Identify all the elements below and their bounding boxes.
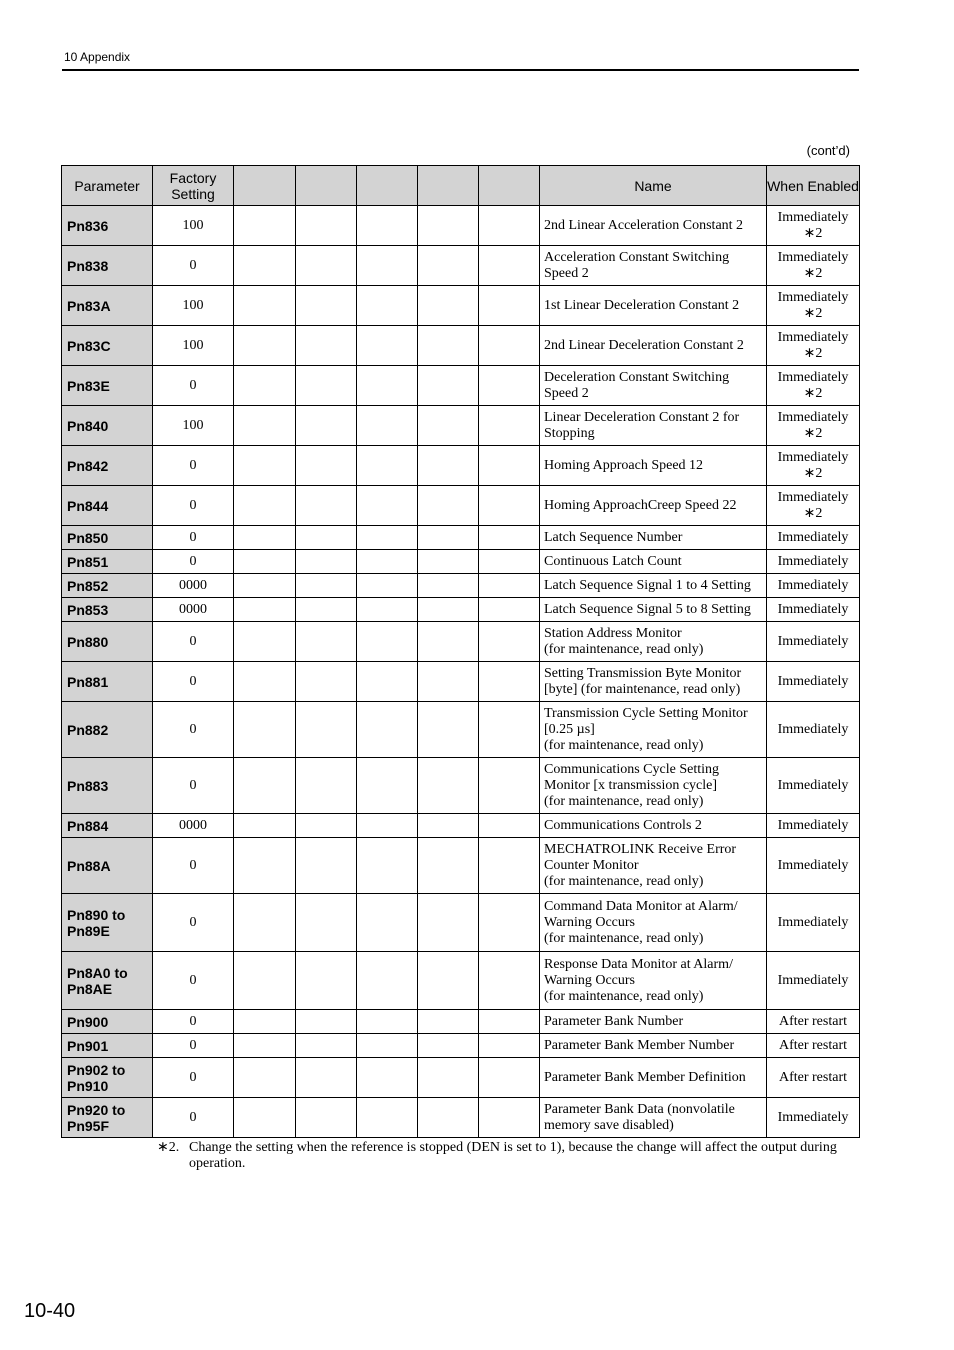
parameter-cell: Pn83A bbox=[62, 286, 153, 326]
name-cell: Communications Controls 2 bbox=[540, 814, 767, 838]
when-enabled-cell: Immediately bbox=[767, 574, 860, 598]
blank-cell-2 bbox=[296, 622, 357, 662]
blank-cell-3 bbox=[357, 550, 418, 574]
table-row bbox=[62, 952, 860, 1010]
parameter-cell: Pn883 bbox=[62, 758, 153, 814]
blank-cell-4 bbox=[418, 758, 479, 814]
name-cell: Response Data Monitor at Alarm/ Warning Occurs (for maintenance, read only) bbox=[540, 952, 767, 1010]
blank-cell-2 bbox=[296, 702, 357, 758]
header-blank-3 bbox=[357, 166, 418, 206]
table-row bbox=[62, 814, 860, 838]
blank-cell-1 bbox=[234, 286, 296, 326]
blank-cell-4 bbox=[418, 702, 479, 758]
blank-cell-5 bbox=[479, 1058, 540, 1098]
factory-setting-cell: 0 bbox=[153, 838, 234, 894]
blank-cell-4 bbox=[418, 838, 479, 894]
parameter-table bbox=[61, 165, 860, 1138]
header-blank-1 bbox=[234, 166, 296, 206]
table-row bbox=[62, 1034, 860, 1058]
table-row bbox=[62, 702, 860, 758]
table-row bbox=[62, 326, 860, 366]
when-enabled-cell: Immediately ∗2 bbox=[767, 246, 860, 286]
header-factory-setting: Factory Setting bbox=[153, 166, 234, 206]
blank-cell-3 bbox=[357, 814, 418, 838]
parameter-cell: Pn901 bbox=[62, 1034, 153, 1058]
factory-setting-cell: 0 bbox=[153, 952, 234, 1010]
factory-setting-cell: 100 bbox=[153, 206, 234, 246]
parameter-cell: Pn83E bbox=[62, 366, 153, 406]
name-cell: Parameter Bank Number bbox=[540, 1010, 767, 1034]
blank-cell-2 bbox=[296, 598, 357, 622]
blank-cell-1 bbox=[234, 1058, 296, 1098]
name-cell: Parameter Bank Member Number bbox=[540, 1034, 767, 1058]
blank-cell-2 bbox=[296, 814, 357, 838]
parameter-cell: Pn838 bbox=[62, 246, 153, 286]
blank-cell-1 bbox=[234, 550, 296, 574]
blank-cell-4 bbox=[418, 662, 479, 702]
blank-cell-3 bbox=[357, 952, 418, 1010]
blank-cell-4 bbox=[418, 1034, 479, 1058]
blank-cell-5 bbox=[479, 1034, 540, 1058]
blank-cell-3 bbox=[357, 526, 418, 550]
blank-cell-5 bbox=[479, 574, 540, 598]
factory-setting-cell: 0 bbox=[153, 526, 234, 550]
blank-cell-2 bbox=[296, 574, 357, 598]
blank-cell-2 bbox=[296, 326, 357, 366]
when-enabled-cell: Immediately ∗2 bbox=[767, 206, 860, 246]
factory-setting-cell: 0 bbox=[153, 246, 234, 286]
blank-cell-2 bbox=[296, 1010, 357, 1034]
header-blank-2 bbox=[296, 166, 357, 206]
when-enabled-cell: Immediately ∗2 bbox=[767, 286, 860, 326]
name-cell: MECHATROLINK Receive Error Counter Monitor (for maintenance, read only) bbox=[540, 838, 767, 894]
factory-setting-cell: 100 bbox=[153, 286, 234, 326]
page-number: 10-40 bbox=[24, 1300, 76, 1322]
name-cell: Linear Deceleration Constant 2 for Stopping bbox=[540, 406, 767, 446]
table-header-row bbox=[62, 166, 860, 206]
factory-setting-cell: 0 bbox=[153, 550, 234, 574]
blank-cell-4 bbox=[418, 814, 479, 838]
factory-setting-cell: 0 bbox=[153, 1034, 234, 1058]
blank-cell-2 bbox=[296, 446, 357, 486]
blank-cell-1 bbox=[234, 662, 296, 702]
table-row bbox=[62, 246, 860, 286]
name-cell: Acceleration Constant Switching Speed 2 bbox=[540, 246, 767, 286]
blank-cell-3 bbox=[357, 246, 418, 286]
blank-cell-1 bbox=[234, 598, 296, 622]
factory-setting-cell: 0 bbox=[153, 758, 234, 814]
name-cell: Latch Sequence Number bbox=[540, 526, 767, 550]
blank-cell-4 bbox=[418, 574, 479, 598]
table-row bbox=[62, 486, 860, 526]
factory-setting-cell: 0 bbox=[153, 1058, 234, 1098]
blank-cell-5 bbox=[479, 622, 540, 662]
name-cell: Setting Transmission Byte Monitor [byte] (for maintenance, read only) bbox=[540, 662, 767, 702]
when-enabled-cell: Immediately bbox=[767, 894, 860, 952]
factory-setting-cell: 0 bbox=[153, 622, 234, 662]
blank-cell-1 bbox=[234, 206, 296, 246]
blank-cell-4 bbox=[418, 1098, 479, 1138]
blank-cell-1 bbox=[234, 758, 296, 814]
blank-cell-5 bbox=[479, 702, 540, 758]
blank-cell-2 bbox=[296, 758, 357, 814]
footnote-mark: ∗2. bbox=[157, 1140, 180, 1155]
name-cell: 1st Linear Deceleration Constant 2 bbox=[540, 286, 767, 326]
table-row bbox=[62, 1098, 860, 1138]
blank-cell-1 bbox=[234, 326, 296, 366]
factory-setting-cell: 0 bbox=[153, 446, 234, 486]
when-enabled-cell: After restart bbox=[767, 1058, 860, 1098]
blank-cell-3 bbox=[357, 622, 418, 662]
blank-cell-1 bbox=[234, 952, 296, 1010]
blank-cell-4 bbox=[418, 486, 479, 526]
parameter-cell: Pn8A0 to Pn8AE bbox=[62, 952, 153, 1010]
when-enabled-cell: Immediately bbox=[767, 838, 860, 894]
blank-cell-3 bbox=[357, 574, 418, 598]
factory-setting-cell: 0 bbox=[153, 1098, 234, 1138]
name-cell: 2nd Linear Acceleration Constant 2 bbox=[540, 206, 767, 246]
blank-cell-3 bbox=[357, 326, 418, 366]
factory-setting-cell: 0000 bbox=[153, 598, 234, 622]
parameter-cell: Pn853 bbox=[62, 598, 153, 622]
blank-cell-3 bbox=[357, 1010, 418, 1034]
blank-cell-4 bbox=[418, 286, 479, 326]
blank-cell-5 bbox=[479, 662, 540, 702]
blank-cell-1 bbox=[234, 838, 296, 894]
blank-cell-3 bbox=[357, 662, 418, 702]
blank-cell-3 bbox=[357, 1034, 418, 1058]
name-cell: Continuous Latch Count bbox=[540, 550, 767, 574]
blank-cell-4 bbox=[418, 894, 479, 952]
blank-cell-5 bbox=[479, 758, 540, 814]
blank-cell-4 bbox=[418, 1010, 479, 1034]
parameter-cell: Pn902 to Pn910 bbox=[62, 1058, 153, 1098]
blank-cell-5 bbox=[479, 206, 540, 246]
name-cell: Homing ApproachCreep Speed 22 bbox=[540, 486, 767, 526]
name-cell: Parameter Bank Member Definition bbox=[540, 1058, 767, 1098]
blank-cell-2 bbox=[296, 1034, 357, 1058]
footnote-text: Change the setting when the reference is stopped (DEN is set to 1), because the change will affect the output during operation. bbox=[189, 1140, 837, 1171]
blank-cell-3 bbox=[357, 206, 418, 246]
parameter-cell: Pn881 bbox=[62, 662, 153, 702]
parameter-cell: Pn844 bbox=[62, 486, 153, 526]
when-enabled-cell: After restart bbox=[767, 1010, 860, 1034]
blank-cell-5 bbox=[479, 246, 540, 286]
parameter-cell: Pn851 bbox=[62, 550, 153, 574]
parameter-cell: Pn852 bbox=[62, 574, 153, 598]
factory-setting-cell: 0 bbox=[153, 662, 234, 702]
name-cell: Command Data Monitor at Alarm/ Warning Occurs (for maintenance, read only) bbox=[540, 894, 767, 952]
parameter-cell: Pn836 bbox=[62, 206, 153, 246]
when-enabled-cell: Immediately ∗2 bbox=[767, 326, 860, 366]
blank-cell-1 bbox=[234, 366, 296, 406]
parameter-cell: Pn884 bbox=[62, 814, 153, 838]
when-enabled-cell: Immediately bbox=[767, 662, 860, 702]
when-enabled-cell: Immediately bbox=[767, 622, 860, 662]
blank-cell-2 bbox=[296, 1058, 357, 1098]
blank-cell-1 bbox=[234, 1098, 296, 1138]
blank-cell-4 bbox=[418, 246, 479, 286]
parameter-cell: Pn88A bbox=[62, 838, 153, 894]
name-cell: Communications Cycle Setting Monitor [x transmission cycle] (for maintenance, read only) bbox=[540, 758, 767, 814]
blank-cell-3 bbox=[357, 702, 418, 758]
factory-setting-cell: 0000 bbox=[153, 814, 234, 838]
blank-cell-5 bbox=[479, 838, 540, 894]
when-enabled-cell: Immediately bbox=[767, 1098, 860, 1138]
blank-cell-3 bbox=[357, 1098, 418, 1138]
blank-cell-4 bbox=[418, 526, 479, 550]
parameter-cell: Pn850 bbox=[62, 526, 153, 550]
blank-cell-5 bbox=[479, 406, 540, 446]
blank-cell-2 bbox=[296, 894, 357, 952]
blank-cell-1 bbox=[234, 246, 296, 286]
blank-cell-1 bbox=[234, 526, 296, 550]
header-rule bbox=[62, 69, 859, 71]
blank-cell-2 bbox=[296, 526, 357, 550]
blank-cell-1 bbox=[234, 574, 296, 598]
when-enabled-cell: Immediately ∗2 bbox=[767, 366, 860, 406]
name-cell: Transmission Cycle Setting Monitor [0.25 µs] (for maintenance, read only) bbox=[540, 702, 767, 758]
table-row bbox=[62, 406, 860, 446]
blank-cell-5 bbox=[479, 526, 540, 550]
table-row bbox=[62, 286, 860, 326]
table-row bbox=[62, 758, 860, 814]
blank-cell-2 bbox=[296, 550, 357, 574]
name-cell: Parameter Bank Data (nonvolatile memory save disabled) bbox=[540, 1098, 767, 1138]
blank-cell-4 bbox=[418, 598, 479, 622]
parameter-cell: Pn890 to Pn89E bbox=[62, 894, 153, 952]
parameter-cell: Pn882 bbox=[62, 702, 153, 758]
parameter-cell: Pn880 bbox=[62, 622, 153, 662]
header-blank-4 bbox=[418, 166, 479, 206]
blank-cell-4 bbox=[418, 446, 479, 486]
table-row bbox=[62, 574, 860, 598]
factory-setting-cell: 100 bbox=[153, 326, 234, 366]
when-enabled-cell: Immediately bbox=[767, 814, 860, 838]
blank-cell-2 bbox=[296, 486, 357, 526]
factory-setting-cell: 0 bbox=[153, 702, 234, 758]
section-header: 10 Appendix bbox=[64, 50, 131, 64]
blank-cell-3 bbox=[357, 286, 418, 326]
when-enabled-cell: Immediately bbox=[767, 526, 860, 550]
blank-cell-1 bbox=[234, 894, 296, 952]
header-blank-5 bbox=[479, 166, 540, 206]
factory-setting-cell: 0 bbox=[153, 1010, 234, 1034]
blank-cell-5 bbox=[479, 1098, 540, 1138]
blank-cell-4 bbox=[418, 326, 479, 366]
blank-cell-2 bbox=[296, 246, 357, 286]
blank-cell-3 bbox=[357, 598, 418, 622]
when-enabled-cell: Immediately bbox=[767, 952, 860, 1010]
blank-cell-3 bbox=[357, 894, 418, 952]
blank-cell-4 bbox=[418, 1058, 479, 1098]
blank-cell-5 bbox=[479, 286, 540, 326]
blank-cell-5 bbox=[479, 952, 540, 1010]
blank-cell-2 bbox=[296, 1098, 357, 1138]
when-enabled-cell: Immediately bbox=[767, 550, 860, 574]
blank-cell-5 bbox=[479, 550, 540, 574]
table-row bbox=[62, 838, 860, 894]
blank-cell-2 bbox=[296, 286, 357, 326]
table-body bbox=[62, 206, 860, 1138]
blank-cell-3 bbox=[357, 758, 418, 814]
table-row bbox=[62, 366, 860, 406]
parameter-cell: Pn83C bbox=[62, 326, 153, 366]
table-row bbox=[62, 662, 860, 702]
blank-cell-2 bbox=[296, 406, 357, 446]
blank-cell-3 bbox=[357, 838, 418, 894]
table-row bbox=[62, 446, 860, 486]
blank-cell-5 bbox=[479, 894, 540, 952]
parameter-cell: Pn900 bbox=[62, 1010, 153, 1034]
blank-cell-5 bbox=[479, 326, 540, 366]
blank-cell-5 bbox=[479, 366, 540, 406]
blank-cell-5 bbox=[479, 486, 540, 526]
table-row bbox=[62, 598, 860, 622]
blank-cell-5 bbox=[479, 1010, 540, 1034]
factory-setting-cell: 0 bbox=[153, 366, 234, 406]
factory-setting-cell: 0000 bbox=[153, 574, 234, 598]
when-enabled-cell: Immediately bbox=[767, 598, 860, 622]
when-enabled-cell: Immediately ∗2 bbox=[767, 486, 860, 526]
table-row bbox=[62, 1058, 860, 1098]
blank-cell-1 bbox=[234, 814, 296, 838]
name-cell: Latch Sequence Signal 5 to 8 Setting bbox=[540, 598, 767, 622]
blank-cell-3 bbox=[357, 366, 418, 406]
factory-setting-cell: 0 bbox=[153, 486, 234, 526]
name-cell: Station Address Monitor (for maintenance, read only) bbox=[540, 622, 767, 662]
blank-cell-1 bbox=[234, 702, 296, 758]
table-row bbox=[62, 550, 860, 574]
blank-cell-4 bbox=[418, 550, 479, 574]
table-row bbox=[62, 894, 860, 952]
blank-cell-5 bbox=[479, 446, 540, 486]
name-cell: Latch Sequence Signal 1 to 4 Setting bbox=[540, 574, 767, 598]
blank-cell-2 bbox=[296, 366, 357, 406]
parameter-cell: Pn842 bbox=[62, 446, 153, 486]
blank-cell-4 bbox=[418, 952, 479, 1010]
blank-cell-5 bbox=[479, 598, 540, 622]
table-row bbox=[62, 622, 860, 662]
blank-cell-3 bbox=[357, 1058, 418, 1098]
blank-cell-2 bbox=[296, 952, 357, 1010]
blank-cell-1 bbox=[234, 1034, 296, 1058]
blank-cell-1 bbox=[234, 1010, 296, 1034]
parameter-cell: Pn840 bbox=[62, 406, 153, 446]
blank-cell-2 bbox=[296, 206, 357, 246]
blank-cell-4 bbox=[418, 366, 479, 406]
when-enabled-cell: Immediately bbox=[767, 702, 860, 758]
blank-cell-4 bbox=[418, 622, 479, 662]
when-enabled-cell: After restart bbox=[767, 1034, 860, 1058]
factory-setting-cell: 0 bbox=[153, 894, 234, 952]
header-name: Name bbox=[540, 166, 767, 206]
blank-cell-3 bbox=[357, 446, 418, 486]
header-when-enabled: When Enabled bbox=[767, 166, 860, 206]
blank-cell-3 bbox=[357, 486, 418, 526]
when-enabled-cell: Immediately ∗2 bbox=[767, 446, 860, 486]
table-row bbox=[62, 526, 860, 550]
blank-cell-1 bbox=[234, 622, 296, 662]
name-cell: Homing Approach Speed 12 bbox=[540, 446, 767, 486]
parameter-cell: Pn920 to Pn95F bbox=[62, 1098, 153, 1138]
name-cell: Deceleration Constant Switching Speed 2 bbox=[540, 366, 767, 406]
blank-cell-3 bbox=[357, 406, 418, 446]
blank-cell-2 bbox=[296, 838, 357, 894]
when-enabled-cell: Immediately bbox=[767, 758, 860, 814]
factory-setting-cell: 100 bbox=[153, 406, 234, 446]
blank-cell-2 bbox=[296, 662, 357, 702]
table-row bbox=[62, 1010, 860, 1034]
name-cell: 2nd Linear Deceleration Constant 2 bbox=[540, 326, 767, 366]
blank-cell-1 bbox=[234, 446, 296, 486]
continued-label: (cont’d) bbox=[806, 143, 850, 158]
blank-cell-4 bbox=[418, 406, 479, 446]
when-enabled-cell: Immediately ∗2 bbox=[767, 406, 860, 446]
table-row bbox=[62, 206, 860, 246]
blank-cell-4 bbox=[418, 206, 479, 246]
header-parameter: Parameter bbox=[62, 166, 153, 206]
blank-cell-5 bbox=[479, 814, 540, 838]
blank-cell-1 bbox=[234, 486, 296, 526]
blank-cell-1 bbox=[234, 406, 296, 446]
